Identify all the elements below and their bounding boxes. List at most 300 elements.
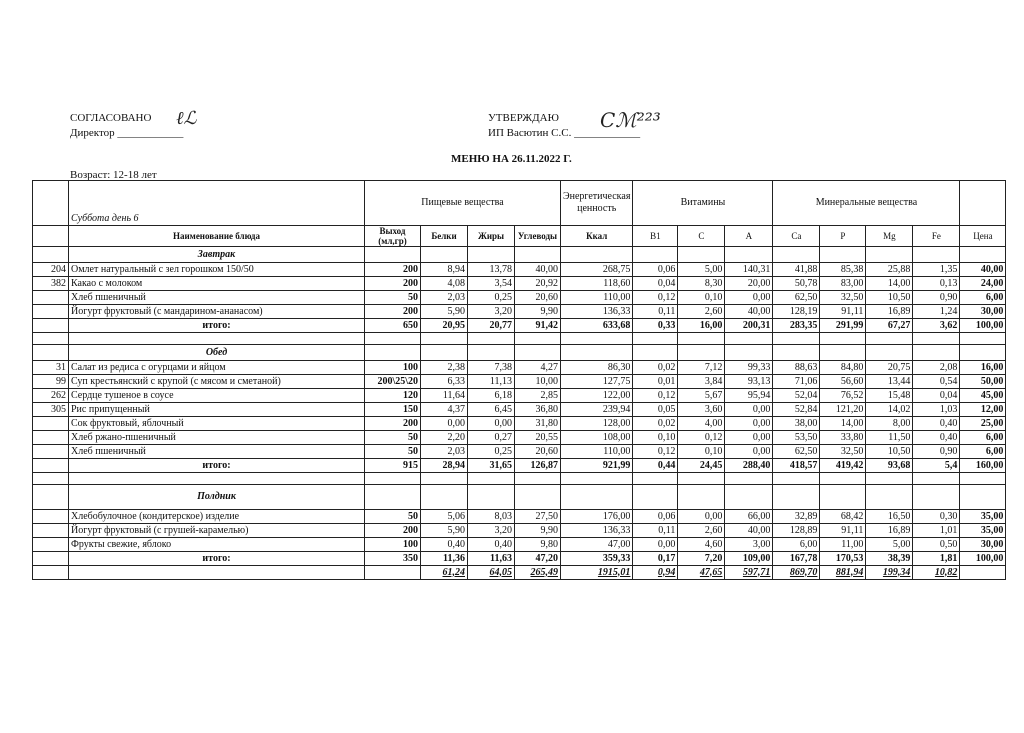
nutrient-value: 5,06 xyxy=(421,510,468,524)
nutrient-value: 5,90 xyxy=(421,524,468,538)
section-title: Полдник xyxy=(69,485,365,510)
cell xyxy=(515,247,561,263)
recipe-number xyxy=(33,566,69,580)
nutrient-value: 5,4 xyxy=(913,459,960,473)
nutrient-value: 5,00 xyxy=(678,263,725,277)
nutrient-value: 56,60 xyxy=(820,375,866,389)
header-row-columns xyxy=(33,226,1006,247)
blank-row xyxy=(33,333,1006,345)
recipe-number xyxy=(33,538,69,552)
column-header: A xyxy=(725,226,773,247)
cell xyxy=(773,473,820,485)
nutrient-value: 418,57 xyxy=(773,459,820,473)
cell xyxy=(913,485,960,510)
nutrient-value: 16,00 xyxy=(678,319,725,333)
cell xyxy=(725,473,773,485)
age-label: Возраст: 12-18 лет xyxy=(70,169,157,181)
nutrient-value: 0,06 xyxy=(633,510,678,524)
dish-name: Сок фруктовый, яблочный xyxy=(69,417,365,431)
nutrient-value: 167,78 xyxy=(773,552,820,566)
nutrient-value: 0,00 xyxy=(633,538,678,552)
nutrient-value: 128,19 xyxy=(773,305,820,319)
price-value: 40,00 xyxy=(960,263,1006,277)
nutrient-value: 31,65 xyxy=(468,459,515,473)
column-header: Наименование блюда xyxy=(69,226,365,247)
nutrient-value: 14,02 xyxy=(866,403,913,417)
cell xyxy=(725,485,773,510)
portion-value: 200 xyxy=(365,524,421,538)
nutrient-value: 265,49 xyxy=(515,566,561,580)
cell xyxy=(773,247,820,263)
price-value: 6,00 xyxy=(960,291,1006,305)
dish-name: итого: xyxy=(69,319,365,333)
cell xyxy=(421,485,468,510)
dish-name: Фрукты свежие, яблоко xyxy=(69,538,365,552)
recipe-number: 382 xyxy=(33,277,69,291)
nutrient-value: 4,00 xyxy=(678,417,725,431)
nutrient-value: 11,00 xyxy=(820,538,866,552)
nutrient-value: 20,95 xyxy=(421,319,468,333)
cell xyxy=(960,333,1006,345)
nutrient-value: 11,63 xyxy=(468,552,515,566)
nutrient-value: 86,30 xyxy=(561,361,633,375)
nutrient-value: 61,24 xyxy=(421,566,468,580)
nutrient-value: 0,01 xyxy=(633,375,678,389)
recipe-number xyxy=(33,552,69,566)
day-label: Суббота день 6 xyxy=(69,181,365,226)
subtotal-row xyxy=(33,459,1006,473)
price-value: 35,00 xyxy=(960,510,1006,524)
nutrient-value: 31,80 xyxy=(515,417,561,431)
nutrient-value: 128,00 xyxy=(561,417,633,431)
nutrient-value: 10,00 xyxy=(515,375,561,389)
column-header: Белки xyxy=(421,226,468,247)
nutrient-value: 3,60 xyxy=(678,403,725,417)
nutrient-value: 8,30 xyxy=(678,277,725,291)
cell xyxy=(633,485,678,510)
nutrient-value: 4,60 xyxy=(678,538,725,552)
cell xyxy=(913,247,960,263)
cell xyxy=(69,473,365,485)
cell xyxy=(773,345,820,361)
nutrient-value: 0,44 xyxy=(633,459,678,473)
nutrient-value: 95,94 xyxy=(725,389,773,403)
subtotal-row xyxy=(33,552,1006,566)
nutrient-value: 170,53 xyxy=(820,552,866,566)
column-header: Выход (мл,гр) xyxy=(365,226,421,247)
cell xyxy=(421,345,468,361)
nutrient-value: 11,36 xyxy=(421,552,468,566)
dish-name: итого: xyxy=(69,459,365,473)
nutrient-value: 2,08 xyxy=(913,361,960,375)
nutrient-value: 0,02 xyxy=(633,417,678,431)
nutrient-value: 2,03 xyxy=(421,291,468,305)
portion-value: 200 xyxy=(365,305,421,319)
nutrient-value: 2,38 xyxy=(421,361,468,375)
cell xyxy=(468,473,515,485)
dish-name: Йогурт фруктовый (с мандарином-ананасом) xyxy=(69,305,365,319)
dish-name: Хлеб пшеничный xyxy=(69,445,365,459)
nutrient-value: 0,00 xyxy=(421,417,468,431)
nutrient-value: 140,31 xyxy=(725,263,773,277)
dish-name: Суп крестьянский с крупой (с мясом и сметаной) xyxy=(69,375,365,389)
recipe-number: 262 xyxy=(33,389,69,403)
cell xyxy=(960,247,1006,263)
nutrient-value: 199,34 xyxy=(866,566,913,580)
nutrient-value: 88,63 xyxy=(773,361,820,375)
section-title: Обед xyxy=(69,345,365,361)
cell xyxy=(960,345,1006,361)
nutrient-value: 36,80 xyxy=(515,403,561,417)
nutrient-value: 200,31 xyxy=(725,319,773,333)
cell xyxy=(561,345,633,361)
cell xyxy=(421,333,468,345)
nutrient-value: 291,99 xyxy=(820,319,866,333)
nutrient-value: 11,13 xyxy=(468,375,515,389)
column-header: Цена xyxy=(960,226,1006,247)
nutrient-value: 633,68 xyxy=(561,319,633,333)
nutrient-value: 121,20 xyxy=(820,403,866,417)
cell xyxy=(365,333,421,345)
nutrient-value: 0,10 xyxy=(633,431,678,445)
price-value: 6,00 xyxy=(960,431,1006,445)
cell xyxy=(725,247,773,263)
price-value: 50,00 xyxy=(960,375,1006,389)
price-value: 16,00 xyxy=(960,361,1006,375)
cell xyxy=(633,345,678,361)
column-header: Ккал xyxy=(561,226,633,247)
recipe-number xyxy=(33,417,69,431)
nutrient-value: 20,00 xyxy=(725,277,773,291)
cell xyxy=(725,333,773,345)
nutrient-value: 5,90 xyxy=(421,305,468,319)
nutrient-value: 0,25 xyxy=(468,291,515,305)
nutrient-value: 6,33 xyxy=(421,375,468,389)
nutrient-value: 5,00 xyxy=(866,538,913,552)
table-row xyxy=(33,431,1006,445)
nutrient-value: 40,00 xyxy=(515,263,561,277)
nutrient-value: 20,60 xyxy=(515,291,561,305)
nutrient-value: 62,50 xyxy=(773,445,820,459)
nutrient-value: 419,42 xyxy=(820,459,866,473)
nutrient-value: 1,35 xyxy=(913,263,960,277)
cell xyxy=(33,485,69,510)
table-row xyxy=(33,445,1006,459)
column-header: Ca xyxy=(773,226,820,247)
nutrient-value: 0,10 xyxy=(678,445,725,459)
section-row xyxy=(33,485,1006,510)
nutrient-value: 16,50 xyxy=(866,510,913,524)
nutrient-value: 127,75 xyxy=(561,375,633,389)
cell xyxy=(468,247,515,263)
nutrient-value: 0,00 xyxy=(678,510,725,524)
nutrient-value: 1915,01 xyxy=(561,566,633,580)
nutrient-value: 6,45 xyxy=(468,403,515,417)
nutrient-value: 83,00 xyxy=(820,277,866,291)
nutrient-value: 6,18 xyxy=(468,389,515,403)
nutrient-value: 0,40 xyxy=(421,538,468,552)
nutrient-value: 239,94 xyxy=(561,403,633,417)
table-row xyxy=(33,524,1006,538)
nutrient-value: 0,54 xyxy=(913,375,960,389)
nutrient-value: 0,00 xyxy=(725,445,773,459)
recipe-number xyxy=(33,319,69,333)
recipe-number: 99 xyxy=(33,375,69,389)
cell xyxy=(561,247,633,263)
portion-value: 200 xyxy=(365,277,421,291)
nutrient-value: 0,12 xyxy=(633,389,678,403)
nutrient-value: 11,64 xyxy=(421,389,468,403)
nutrient-value: 27,50 xyxy=(515,510,561,524)
cell xyxy=(633,247,678,263)
nutrient-value: 4,08 xyxy=(421,277,468,291)
dish-name: Рис припущенный xyxy=(69,403,365,417)
cell xyxy=(773,333,820,345)
nutrient-value: 4,37 xyxy=(421,403,468,417)
cell xyxy=(33,333,69,345)
nutrient-value: 20,92 xyxy=(515,277,561,291)
dish-name: Йогурт фруктовый (с грушей-карамелью) xyxy=(69,524,365,538)
nutrient-value: 7,12 xyxy=(678,361,725,375)
nutrient-value: 0,00 xyxy=(725,291,773,305)
nutrient-value: 0,40 xyxy=(913,417,960,431)
nutrient-value: 40,00 xyxy=(725,305,773,319)
nutrient-value: 10,50 xyxy=(866,291,913,305)
recipe-number xyxy=(33,459,69,473)
nutrient-value: 62,50 xyxy=(773,291,820,305)
dish-name: итого: xyxy=(69,552,365,566)
nutrient-value: 38,39 xyxy=(866,552,913,566)
nutrient-value: 91,42 xyxy=(515,319,561,333)
column-header: P xyxy=(820,226,866,247)
table-row xyxy=(33,263,1006,277)
nutrient-value: 28,94 xyxy=(421,459,468,473)
table-row xyxy=(33,417,1006,431)
recipe-number xyxy=(33,291,69,305)
nutrient-value: 8,00 xyxy=(866,417,913,431)
cell xyxy=(678,485,725,510)
table-row xyxy=(33,361,1006,375)
price-value: 100,00 xyxy=(960,552,1006,566)
nutrient-value: 52,84 xyxy=(773,403,820,417)
cell xyxy=(960,485,1006,510)
price-value: 24,00 xyxy=(960,277,1006,291)
nutrient-value: 0,12 xyxy=(678,431,725,445)
price-value: 30,00 xyxy=(960,538,1006,552)
dish-name: Хлеб ржано-пшеничный xyxy=(69,431,365,445)
nutrient-value: 0,11 xyxy=(633,305,678,319)
nutrient-value: 6,00 xyxy=(773,538,820,552)
header-row-groups xyxy=(33,181,1006,226)
nutrient-value: 128,89 xyxy=(773,524,820,538)
price-value: 30,00 xyxy=(960,305,1006,319)
nutrient-value: 0,00 xyxy=(725,431,773,445)
nutrient-value: 881,94 xyxy=(820,566,866,580)
nutrient-value: 0,04 xyxy=(913,389,960,403)
cell xyxy=(960,473,1006,485)
nutrient-value: 53,50 xyxy=(773,431,820,445)
nutrient-value: 3,20 xyxy=(468,305,515,319)
nutrient-value: 20,75 xyxy=(866,361,913,375)
portion-value: 50 xyxy=(365,510,421,524)
cell xyxy=(866,333,913,345)
nutrient-value: 32,89 xyxy=(773,510,820,524)
nutrient-value: 9,80 xyxy=(515,538,561,552)
nutrient-value: 268,75 xyxy=(561,263,633,277)
portion-value: 100 xyxy=(365,538,421,552)
cell xyxy=(468,333,515,345)
column-header: Жиры xyxy=(468,226,515,247)
nutrient-value: 1,81 xyxy=(913,552,960,566)
nutrient-value: 0,06 xyxy=(633,263,678,277)
nutrient-value: 15,48 xyxy=(866,389,913,403)
recipe-number xyxy=(33,431,69,445)
nutrient-value: 9,90 xyxy=(515,305,561,319)
cell xyxy=(468,485,515,510)
portion-value: 200\25\20 xyxy=(365,375,421,389)
grand-total-row xyxy=(33,566,1006,580)
portion-value xyxy=(365,566,421,580)
nutrient-value: 8,03 xyxy=(468,510,515,524)
nutrient-value: 50,78 xyxy=(773,277,820,291)
cell xyxy=(69,333,365,345)
cell xyxy=(866,345,913,361)
table-row xyxy=(33,403,1006,417)
nutrient-value: 3,54 xyxy=(468,277,515,291)
portion-value: 650 xyxy=(365,319,421,333)
section-title: Завтрак xyxy=(69,247,365,263)
cell xyxy=(33,473,69,485)
nutrient-value: 1,24 xyxy=(913,305,960,319)
nutrient-value: 84,80 xyxy=(820,361,866,375)
cell xyxy=(365,485,421,510)
nutrient-value: 2,03 xyxy=(421,445,468,459)
portion-value: 100 xyxy=(365,361,421,375)
nutrient-value: 0,10 xyxy=(678,291,725,305)
nutrient-value: 0,17 xyxy=(633,552,678,566)
cell xyxy=(820,333,866,345)
table-row xyxy=(33,538,1006,552)
portion-value: 150 xyxy=(365,403,421,417)
table-row xyxy=(33,291,1006,305)
signature-right: Cℳ²²³ xyxy=(600,108,661,132)
cell xyxy=(421,247,468,263)
cell xyxy=(515,345,561,361)
nutrient-value: 7,20 xyxy=(678,552,725,566)
nutrient-value: 93,13 xyxy=(725,375,773,389)
nutrient-value: 67,27 xyxy=(866,319,913,333)
nutrient-value: 9,90 xyxy=(515,524,561,538)
cell xyxy=(678,473,725,485)
nutrient-value: 5,67 xyxy=(678,389,725,403)
cell xyxy=(866,473,913,485)
nutrient-value: 1,01 xyxy=(913,524,960,538)
nutrient-value: 109,00 xyxy=(725,552,773,566)
price-value: 45,00 xyxy=(960,389,1006,403)
nutrient-value: 0,05 xyxy=(633,403,678,417)
nutrient-value: 3,20 xyxy=(468,524,515,538)
cell xyxy=(678,247,725,263)
portion-value: 50 xyxy=(365,445,421,459)
nutrient-value: 16,89 xyxy=(866,305,913,319)
recipe-number xyxy=(33,445,69,459)
recipe-number xyxy=(33,305,69,319)
cell xyxy=(561,485,633,510)
vitamins-header: Витамины xyxy=(633,181,773,226)
price-value: 160,00 xyxy=(960,459,1006,473)
nutrient-value: 0,00 xyxy=(468,417,515,431)
nutrient-value: 176,00 xyxy=(561,510,633,524)
dish-name: Сердце тушеное в соусе xyxy=(69,389,365,403)
nutrient-value: 2,20 xyxy=(421,431,468,445)
portion-value: 350 xyxy=(365,552,421,566)
cell xyxy=(866,247,913,263)
nutrient-value: 122,00 xyxy=(561,389,633,403)
nutrient-value: 0,11 xyxy=(633,524,678,538)
document-title: МЕНЮ НА 26.11.2022 Г. xyxy=(451,153,572,165)
cell xyxy=(678,333,725,345)
dish-name xyxy=(69,566,365,580)
nutrient-value: 0,90 xyxy=(913,445,960,459)
dish-name: Хлебобулочное (кондитерское) изделие xyxy=(69,510,365,524)
nutrient-value: 0,25 xyxy=(468,445,515,459)
column-header: B1 xyxy=(633,226,678,247)
portion-value: 200 xyxy=(365,263,421,277)
price-value: 25,00 xyxy=(960,417,1006,431)
nutrient-value: 85,38 xyxy=(820,263,866,277)
nutrient-value: 3,62 xyxy=(913,319,960,333)
nutrient-value: 0,12 xyxy=(633,291,678,305)
nutrient-value: 24,45 xyxy=(678,459,725,473)
nutrient-value: 0,30 xyxy=(913,510,960,524)
nutrient-value: 91,11 xyxy=(820,524,866,538)
nutrient-value: 0,33 xyxy=(633,319,678,333)
nutrient-value: 32,50 xyxy=(820,291,866,305)
nutrient-value: 359,33 xyxy=(561,552,633,566)
cell xyxy=(633,473,678,485)
nutrient-value: 0,12 xyxy=(633,445,678,459)
cell xyxy=(515,473,561,485)
nutrient-value: 921,99 xyxy=(561,459,633,473)
nutrient-value: 93,68 xyxy=(866,459,913,473)
dish-name: Какао с молоком xyxy=(69,277,365,291)
nutrient-value: 4,27 xyxy=(515,361,561,375)
subtotal-row xyxy=(33,319,1006,333)
menu-table xyxy=(32,180,1006,580)
cell xyxy=(773,485,820,510)
recipe-number xyxy=(33,510,69,524)
nutrient-value: 14,00 xyxy=(866,277,913,291)
nutrient-value: 0,27 xyxy=(468,431,515,445)
approval-right-role: ИП Васютин С.С. ____________ xyxy=(488,127,641,139)
cell xyxy=(913,345,960,361)
cell xyxy=(515,333,561,345)
nutrient-value: 99,33 xyxy=(725,361,773,375)
nutrient-value: 68,42 xyxy=(820,510,866,524)
nutrient-value: 52,04 xyxy=(773,389,820,403)
table-row xyxy=(33,375,1006,389)
nutrient-value: 0,40 xyxy=(913,431,960,445)
table-row xyxy=(33,277,1006,291)
nutrient-value: 0,13 xyxy=(913,277,960,291)
cell xyxy=(561,473,633,485)
nutrient-value: 25,88 xyxy=(866,263,913,277)
nutrient-value: 869,70 xyxy=(773,566,820,580)
price-value: 100,00 xyxy=(960,319,1006,333)
price-value: 12,00 xyxy=(960,403,1006,417)
cell xyxy=(561,333,633,345)
table-row xyxy=(33,305,1006,319)
